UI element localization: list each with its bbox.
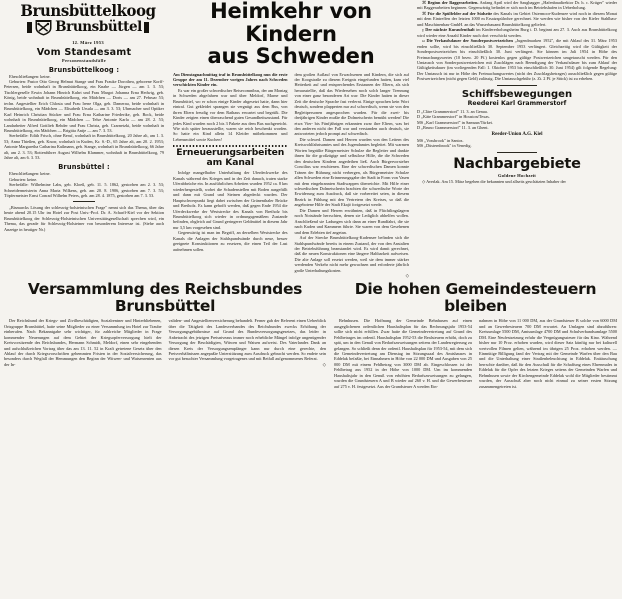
reichsbund-para-1: Der Reichsbund der Kriegs- und Zivilbeschädigten, Sozialrentner und Hinterbliebenen, Ortsgruppe Brunsbüttel, hatte seine Mitglieder zu einer Versammlung im Hotel zur Traube einberufen. Nach Bekanntgabe sehr wichtiger, für zahlreiche Mitglieder in Frage kommender Neuerungen auf dem Gebiet der Kriegsopferversorgung hielt der Kreisvorsitzende des Reichsbundes, Hermann Schmidt, Meldorf, einen sehr eingehenden und aufschlußreichen Vortrag über das am 13. 11. 52 in Kraft getretene Gesetz über den Ablauf der durch Kriegsvorschriften gehemmten Fristen in der Sozialversicherung, das besonders durch Wegfall der Hemmungen den Beginn der Witwen- und Waisenrenten aus der In- <box>4 318 162 367</box>
standesamt-place-brunsbuettelkoog: Brunsbüttelkoog : <box>48 65 120 74</box>
ship-entry: D „Cläre Grammerstorf" 11. 3. an Genua. <box>417 108 488 114</box>
brief-item-spuelfelder <box>417 11 617 27</box>
gemeindesteuern-headline: Die hohen Gemeindesteuern bleiben <box>354 280 597 316</box>
brief-text-2: des Kanals im Gebiet Ostermoor-Kudensee wird noch in diesem Monat mit dem Eintreffen der letzten 1000 m Ersatzspülrohre gerechnet. Sie werden wie bisher von der Kieler Stahlbau- und Maschinenbau-GmbH. an das Wasserbauamt Brunsbüttelkoog geliefert. <box>417 10 618 27</box>
gemeindesteuern-para-1: Behnhusen. Die Hoffnung der Gemeinde Behnhusen auf einen ausgeglichenen ordentlichen Haushaltsplan für das Rechnungsjahr 1953-54 sollte sich nicht erfüllen. Zwar hatte die Gemeindevertretung auf Grund des Fehlbetrages im ordentl. Haushaltsplan 1952-53 die Realsteuern erhöht, doch zu spät, um in den Genuß von Bedarfszuweisungen seitens der Landesregierung zu gelangen. So schließt denn der ordentl. Haushaltsplan für 1953-54, mit dem sich die Gemeindevertretung am Dienstag im Sitzungssaal des Amtshauses in Eddelak befaßte, bei Einnahmen in Höhe von 22 000 DM und Ausgaben von 25 000 DM mit einem Fehlbetrag von 3000 DM ab. Eingeschlossen ist der Fehlbetrag aus 1952 in der Höhe von 1000 DM. Um im kommenden Haushaltsjahr in den Genuß von erhöhten Bedarfszuweisungen zu gelangen, wurden die Grundsteuern A und B wieder auf 260 v. H. und die Gewerbesteuer auf 275 v. H. festgesetzt. Aus der Grundsteuer A werden Ein- <box>334 318 472 389</box>
ship-entry: MS „Karl Grammerstorf" in Samsun/Türkei. <box>417 119 493 125</box>
gemeindesteuern-body <box>334 318 617 389</box>
brief-marker-icon: ◇ <box>422 178 427 184</box>
standesamt-subheading: Personenstandsfälle <box>61 58 107 63</box>
kanal-para-2: Gegenwärtig ist man im Begriff, an derselben Weststrecke des Kanals die Anlagen der Stahlspundwände durch neue, besser geeignete Konstruktionen zu ersetzen, die einen Teil der Last aufnehmen sollen. <box>173 230 288 252</box>
reichsbund-para-2: validen- und Angestelltenversicherung behandelt. Ferner gab der Referent einen Ueberblick über die Tätigkeit des Landesverbandes des Reichsbundes zwecks Erhöhung der Versorgungsgebührnisse auf Grund des Bundesversorgungsgesetzes, das leider in Anbetracht des jetzigen Preisniveaus immer noch erhebliche Mängel infolge ungenügender Versorgung der Beschädigten, Witwen und Waisen aufweist. Des Vaterlandes Dank an diesen Kreis der Versorgungsempfänger kann nur durch eine gerechte, den Preisverhältnissen angepaßte Unterstützung zum Ausdruck gebracht werden. So endete sein vor gut besuchter Versammlung vorgetragenes und mit Beifall aufgenommenes Referat. <box>168 318 326 362</box>
bismarck-notice-text: „Bismarcks Lösung der schleswig-holsteinischen Frage" nennt sich das Thema, über das heute abend 20.15 Uhr im Hotel zur Post Univ.-Prof. Dr. A. Scharff-Kiel vor der Sektion Brunsbüttelkoog der Schleswig-Holsteinischen Universitätsgesellschaft sprechen wird, ein Thema, das gerade für Schleswig-Holsteiner von besonderem Interesse ist. (Siehe auch Anzeige in heutiger Nr.) <box>4 205 164 232</box>
gemeindesteuern-col-2 <box>479 318 617 389</box>
goldene-hochzeit-subheading: Goldene Hochzeit <box>497 172 537 178</box>
brief-marker-icon: γ <box>422 27 426 33</box>
entry-eheschliessungen-bb: Eheschließungen: keine. <box>9 171 51 177</box>
kanal-body-right <box>295 235 410 273</box>
main-headline-line2: aus Schweden <box>207 44 375 68</box>
reichsbund-col-2 <box>169 318 327 367</box>
main-article-body <box>173 72 409 280</box>
entry-geburten-koog: Geburten: Pastor Otto Georg Helmut Stange und Frau Frauke Dorothea, geborene Korff-Petersen, beide wohnhaft in Brunsbüttelkoog, ein Knabe — Jürgen — am 1. 3. 53; Tischlergeselle Erwin Johann Hinrich Kuhrt und Frau Margot Johanna Erna Hedwig, geb. König, beide wohnhaft in Brunsbüttelkoog, ein Mädchen — Doris — am 27. Februar 53; techn. Angestellter Erich Chlosta und Frau Irene Olga, geb. Damerau, beide wohnhaft in Brunsbüttelkoog, ein Mädchen — Elisabeth Ursula — am 3. 3. 53; Uhrmacher und Optiker Karl Heinrich Christian Stücker und Frau Erna Katharine Friederike, geb. Bock, beide wohnhaft in Brunsbüttelkoog, ein Mädchen — Telse Antonie Karla — am 28. 2. 53; Landarbeiter Alfred Gottlieb Rehder und Frau Christa, geb. Czarnetzki, beide wohnhaft in Brunsbüttelkoog, ein Mädchen — Brigitta Antje — am 7. 3. 53. <box>4 78 164 134</box>
masthead <box>4 0 172 45</box>
main-article-para-1: Es war ein großer schwedischer Reisecomnibus, der am Montag in Schweden abgefahren war und über Meldorf, Marne und Brunsbüttel, wo er schon einige Kinder abgesetzt hatte, dann hier eintraf. Gut gekleidet sprangen sie vergnügt aus dem Bus, von ihren Eltern freudig vor dem Rathaus erwartet und begrüßt. Die Kinder zeigten einen überraschend guten Gesundheitszustand. Für jedes Kind wurden noch 2 bis 3 Pakete aus dem Bus nachgereicht. Wie sich später herausstellte, waren sie reich beschenkt worden. So hatte ein Kind allein 14 Kleider mitbekommen und Lebensmittel sowie Kuchen! <box>173 87 288 142</box>
bottom-section <box>0 281 622 389</box>
kanal-para-1: Infolge mangelhafter Unterhaltung der Uferdeckwerke des Kanals während des Krieges und in der Zeit danach, traten starke Uferabbrüche ein. In ausführlichen Arbeiten wurden 1952 ca. 8 km wiederhergestellt, wobei die Schadenstellen mit Boden ausgefüllt und dann mit Grand und Steinen abgedeckt wurden. Der Hauptschwerpunkt liegt dabei zwischen der Grünenthaler Brücke und Breiholz. Es kann gehofft werden, daß gegen Ende 1954 die Uferdeckwerke der Weststrecke des Kanals von Breiholz bis Brunsbüttelkoog sich wieder in ordnungsgemäßem Zustande befinden, obgleich auf Grund geringerer Geldmittel in diesem Jahr nur 3,5 km vorgesehen sind. <box>173 170 288 230</box>
bismarck-notice <box>4 205 164 232</box>
center-column <box>168 0 413 279</box>
brief-lead-3: Der nächste Kuraufenthalt <box>425 27 475 33</box>
nachbargebiete-body <box>417 179 617 184</box>
entry-eheschliessungen-koog: Eheschließungen: keine. <box>9 73 51 79</box>
main-article-para-2: dem großen Auflauf von Erwachsenen und Kindern, die sich auf der Koogstraße zu diesem Ereignis eingefunden hatten, kam viel Heiterkeit auf und entsprechendes Erstaunen der Eltern, als sich herausstellte, daß das Wiedersehen noch solch langer Trennung von einer ganz besonderen Art war: Die Kinder hatten in dieser Zeit die deutsche Sprache fast verlernt. Einige sprachen kein Wort deutsch, sondern plapperten nur auf schwedisch, wenn sie von den Begleitpersonen angesprochen wurden. Für die zwei- bis dreijährigen Kinder mußte die Dolmetscherin bemüht werden! Die etwa Vier- bis Fünfjährigen erkannten zwar ihre Eltern, was bei den anderen nicht der Fall war und verstanden auch deutsch, sie antworteten jedoch prompt auf schwedisch. <box>294 71 409 137</box>
goldene-hochzeit-body: Averlak. Am 15. März begehen die bekannten und allseits geschätzten Inhaber der <box>426 178 566 184</box>
brief-text-4: „Jugendmarken 1952", die mit Ablauf des 31. März 1953 enden sollte, wird bis einschließlich 30. September 1953 verlängert. Gleichzeitig wird die Gültigkeit der Sonderpostwertzeichen bis einschließlich 30. Juni verlängert. Sie können im Juli 1954 in Höhe des Freimachungswertes (10 bezw. 20 Pf.) kostenlos gegen gültige Postwertzeichen umgetauscht werden. Für den Umtausch von Sonderpostwertzeichen mit Zuschlägen nach Beendigung der Verkaufsdauer bis zum Ablauf der Gültigkeitsdauer (im vorliegenden Fall: 1. Oktober 1953 bis einschließlich 30. Juni 1954) gilt folgende Regelung: Der Umtausch ist nur in Höhe des Freimachungswertes (nicht des Zuschlagsbetrages) ausschließlich gegen gültige Postwertzeichen (nicht gegen Geld) zulässig. Die Umtauschgebühr (z. Zt. 2 Pf. je Stück) ist zu erheben. <box>417 38 617 82</box>
brief-marker-icon: ω <box>422 38 427 44</box>
schiffsbewegungen-heading: Schiffsbewegungen <box>461 88 573 100</box>
end-of-article-mark: ◇ <box>405 273 409 279</box>
reichsbund-body <box>4 318 326 367</box>
nachbargebiete-heading: Nachbargebiete <box>453 155 581 172</box>
entry-geburten-bb: Geburten: keine. <box>9 176 38 182</box>
ship-entry: D „Käte Grammerstorf" in Houston/Texas. <box>417 114 490 120</box>
gemeindesteuern-col-1 <box>334 318 472 389</box>
brief-marker-icon: ⌘ <box>422 10 428 16</box>
goldene-hochzeit-text <box>417 179 617 184</box>
masthead-title-line1: Brunsbüttelkoog <box>20 1 156 20</box>
brief-lead-4: Die Verkaufsdauer der Sonderpostwertzeichen <box>426 38 513 44</box>
standesamt-heading: Vom Standesamt <box>36 47 132 58</box>
masthead-date: 12. März 1953 <box>72 40 104 45</box>
brief-marker-icon: ⌘ <box>422 0 428 5</box>
kanal-para-3: Auf der Strecke Brunsbüttelkoog-Kudensee befinden sich die Stahlspundwände bereits in einem Zustand, der von den Anstalten der Betriebsführung beanstandet wird. Es wird damit gerechnet, daß die neuen Konstruktionen eine längere Haltbarkeit aufweisen. Die alte Anlage soll ersetzt werden, weil sie dem immer stärker werdenden Verkehr nicht mehr gewachsen und erforderte jährlich große Unterhaltungskosten. <box>294 235 409 273</box>
standesamt-entries-koog <box>4 74 164 161</box>
crossed-hammers-crest-icon <box>34 19 53 36</box>
standesamt-entries-bb <box>4 171 164 198</box>
reichsbund-headline: Versammlung des Reichsbundes Brunsbüttel <box>27 280 303 316</box>
masthead-left-bar-ornament <box>27 22 32 33</box>
reichsbund-col-1 <box>4 318 162 367</box>
brief-lead-1: Beginn der Baggerarbeiten. <box>427 0 479 5</box>
masthead-right-bar-ornament <box>144 22 149 33</box>
ship-list-reeder-union <box>417 138 617 149</box>
masthead-title-line2: Brunsbüttel <box>55 19 142 35</box>
main-article-right-subcolumn <box>295 72 410 236</box>
ship-entry: MS „Düsternbrook" in Venedig. <box>417 143 472 149</box>
brief-text-3: im Kindererholungsheim Burg i. D. beginnt am 27. 3. Auch aus Brunsbüttelkoog wird wieder eine Anzahl Kinder nach dort verschickt werden. <box>417 27 618 38</box>
entry-sterbefaelle-bb: Sterbefälle: Wilhelmine Labs, geb. Kloeß, geb. 11. 5. 1862, gestorben am 2. 3. 53; Schneidermeisterin Anna Maria Wilkens, geb. am 20. 8. 1906, gestorben am 7. 3. 53; Töpfermeister Ernst Conrad Wilhelm Peters, geb. am 28. 4. 1875, gestorben am 7. 3. 53. <box>4 182 164 199</box>
bottom-left-article <box>0 281 330 367</box>
section-divider-rule <box>497 85 537 86</box>
left-column <box>0 0 168 232</box>
ship-entry: D „Bruno Grammerstorf" 11. 3. an Ghent. <box>417 125 489 131</box>
local-briefs-list <box>417 0 617 82</box>
section-divider-rule <box>73 201 95 202</box>
section-divider-rule <box>497 152 537 153</box>
bottom-right-article <box>330 281 622 389</box>
gemeindesteuern-para-2: nahmen in Höhe von 11 000 DM, aus der Grundsteuer B solche von 6000 DM und an Gewerbesteuern 700 DM erwartet. An Umlagen sind abzuführen: Kreisumlage 5500 DM, Amtsumlage 4700 DM und Schulverbandsumlage 5500 DM. Eine Neufestsetzung erfuhr die Vergnügungssteuer für das Kino. Während bisher nur 10 Proz. erhoben wurden, wird dieser Satz künftig nur bei kulturell wertvollen Filmen gelten, während im übrigen 25 Proz. erhoben werden. — Einmütige Billigung fand der Vertrag mit der Gemeinde Warfen über den Bau und die Unterhaltung einer Straßenbeleuchtung in Eddelak. Enttäuschung herrschte darüber, daß für den Ausschuß für die Schaffung eines Ehrenmales in Eddelak für die Opfer des letzten Krieges seitens der Gemeinden Warfen und Behmhusen sowie der Kirchengemeinde Eddelak wohl die Mitglieder bestimmt wurden, der Ausschuß aber noch nicht einmal zu seiner ersten Sitzung zusammengetreten ist. <box>479 318 617 389</box>
main-article-left-subcolumn <box>173 72 288 143</box>
main-article-para-3: Die schwed. Damen und Herren wurden von den Leitern des Kreiswohlfahrtsamtes und des Jugendamtes begleitet. Mit warmen Worten begrüßte Bürgermeister Schulze die Begleiter und dankte ihnen für die großzügige und selbstlose Hilfe, die die Schweden den deutschen Kindern angedeihen ließ. Auch Bürgervorsteher Concilius war erschienen. Eine der schwedischen Damen konnte Tränen der Rührung nicht verbergen, als Bürgermeister Schulze allen Schweden eine Erinnerungsgabe der Stadt in Form von Vasen mit dem eingebrannten Stadtwappen überreichte. Mit Hilfe einer schwedischen Dolmetscherin brachten die schwedische Worte der Erwiderung zum Ausdruck, daß sie vorbereitet seien, in diesem Bezirk in Fühlung mit den Vertretern des Kreises, so daß die angebotene Hilfe der Stadt Ekajö fortgesetzt werde. <box>294 136 409 208</box>
masthead-second-row <box>8 19 168 36</box>
brief-lead-2: Für die Spülfelder auf der Südseite <box>427 10 493 16</box>
ship-list-grammerstorf <box>417 109 617 131</box>
reederei-grammerstorf-heading: Reederei Karl Grammerstorf <box>467 99 567 107</box>
right-column <box>413 0 622 184</box>
brief-text-1: Anfang April wird der Saugbagger „Hafenbaudirektor Dr. h. c. Krüger" wieder mit Baggerarbeiten beginnen. Gegenwärtig befindet er sich noch im Betriebshafen in Ueberholung. <box>417 0 618 11</box>
entry-sterbefaelle-koog: Sterbefälle: Edith Frisch, ohne Beruf, wohnhaft in Brunsbüttelkoog, 20 Jahre alt, am 1. 3. 53; Anna Thießen, geb. Knorr, wohnhaft in Kuden, Kr. S.-D., 65 Jahre alt, am 20. 2. 1953; Antonie Margaretha Catharina Kußmann, geb. Stange, wohnhaft in Brunsbüttelkoog, 66 Jahre alt, am 2. 3. 53; Rottenführer August Wilhelm Klammer, wohnhaft in Brunsbüttelkoog, 79 Jahre alt, am 6. 3. 53. <box>4 133 164 161</box>
brief-item-baggerarbeiten <box>417 0 617 11</box>
kanal-headline-line2: am Kanal <box>206 157 254 169</box>
reeder-union-heading: Reeder-Union A.G. Kiel <box>491 131 543 137</box>
end-of-article-mark: ◇ <box>322 361 326 367</box>
top-three-column-grid <box>0 0 622 279</box>
main-article-para-4: Die Damen und Herren erwähnten, daß in Flüchtlingslagern noch Notstände herrschten, denen sie Lediglich abhelfen wollen. Anschließend sie Ladungen sich dann an einer Rundfahrt, die sie nach Kuden und Kammern führte. Sie waren von dem Gesehenen und dem Erlebten tief angetan. <box>294 207 409 235</box>
main-article-lead: Am Dienstagnachmittag traf in Brunsbüttelkoog nun die erste Gruppe der am 11. Dezember vorigen Jahres nach Schweden verschickten Kinder ein. <box>173 71 288 88</box>
kanal-body-left <box>173 170 288 252</box>
brief-item-postwertzeichen <box>417 38 617 82</box>
brief-item-kuraufenthalt <box>417 27 617 38</box>
kanal-headline-line1: Erneuerungsarbeiten <box>176 147 285 159</box>
ship-entry: MS „Vossbrook" in Santos. <box>417 137 464 143</box>
main-headline-line1: Heimkehr von Kindern <box>210 0 372 46</box>
standesamt-place-brunsbuettel: Brunsbüttel : <box>58 163 110 172</box>
